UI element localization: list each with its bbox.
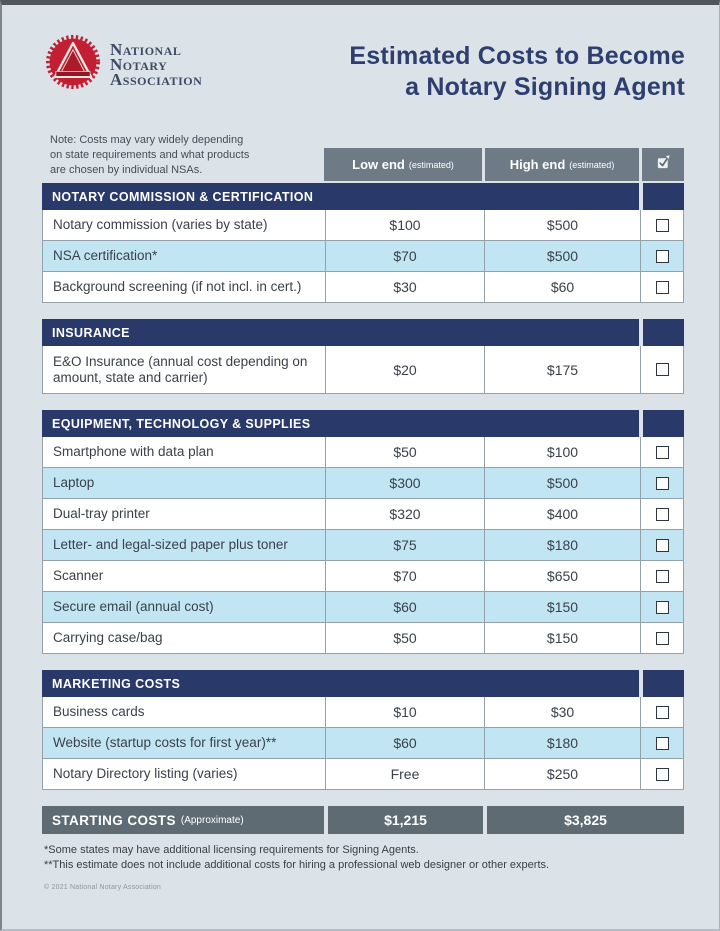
cost-table — [42, 183, 684, 790]
checkbox-cell — [640, 530, 683, 560]
high-end-value: $650 — [484, 561, 640, 591]
table-section — [42, 410, 684, 654]
high-end-value: $180 — [484, 530, 640, 560]
row-checkbox[interactable] — [656, 768, 669, 781]
checkbox-cell — [640, 728, 683, 758]
table-row — [42, 346, 684, 394]
table-row — [42, 241, 684, 272]
nna-logo-wordmark — [110, 42, 202, 87]
checkbox-cell — [640, 561, 683, 591]
checked-checkbox-icon — [656, 155, 671, 175]
high-end-value: $500 — [484, 210, 640, 240]
low-end-value: Free — [325, 759, 484, 789]
low-end-value: $60 — [325, 728, 484, 758]
note-text — [42, 133, 324, 181]
nna-logo — [46, 35, 202, 94]
checkbox-cell — [640, 697, 683, 727]
low-end-value: $100 — [325, 210, 484, 240]
low-end-value: $10 — [325, 697, 484, 727]
high-end-value: $180 — [484, 728, 640, 758]
row-checkbox[interactable] — [656, 601, 669, 614]
high-end-value: $100 — [484, 437, 640, 467]
row-checkbox[interactable] — [656, 508, 669, 521]
table-row — [42, 561, 684, 592]
section-header-label: MARKETING COSTS — [42, 670, 639, 697]
section-header — [42, 319, 684, 346]
item-label: Background screening (if not incl. in cert.) — [53, 279, 302, 294]
table-section — [42, 670, 684, 790]
section-header-label: NOTARY COMMISSION & CERTIFICATION — [42, 183, 639, 210]
checkbox-cell — [640, 210, 683, 240]
column-header-low-end — [324, 148, 482, 181]
row-checkbox[interactable] — [656, 737, 669, 750]
table-row — [42, 210, 684, 241]
page-title-line-2: a Notary Signing Agent — [405, 73, 685, 101]
item-label: Business cards — [53, 704, 145, 719]
high-end-value: $30 — [484, 697, 640, 727]
low-end-value: $30 — [325, 272, 484, 302]
item-label: Scanner — [53, 568, 104, 583]
section-header-label: INSURANCE — [42, 319, 639, 346]
checkbox-cell — [640, 437, 683, 467]
table-row — [42, 499, 684, 530]
item-label: Laptop — [53, 475, 95, 490]
column-header-checklist — [642, 148, 684, 181]
column-header-high-end — [485, 148, 639, 181]
table-section — [42, 319, 684, 394]
note-line: on state requirements and what products — [50, 149, 250, 161]
low-end-sublabel: (estimated) — [408, 159, 454, 170]
logo-line: Association — [110, 70, 203, 89]
section-header-checkbox-spacer — [643, 183, 684, 210]
row-checkbox[interactable] — [656, 706, 669, 719]
note-line: Note: Costs may vary widely depending — [50, 134, 244, 146]
row-checkbox[interactable] — [656, 632, 669, 645]
starting-costs-bar — [42, 806, 684, 834]
high-end-value: $60 — [484, 272, 640, 302]
high-end-value: $150 — [484, 592, 640, 622]
high-end-value: $500 — [484, 241, 640, 271]
starting-costs-low-value: $1,215 — [328, 806, 483, 834]
page-title-line-1: Estimated Costs to Become — [349, 42, 685, 70]
low-end-label: Low end — [352, 157, 405, 172]
page-header — [2, 5, 719, 103]
section-header — [42, 183, 684, 210]
low-end-value: $60 — [325, 592, 484, 622]
checkbox-cell — [640, 346, 683, 393]
row-checkbox[interactable] — [656, 570, 669, 583]
low-end-value: $75 — [325, 530, 484, 560]
row-checkbox[interactable] — [656, 477, 669, 490]
note-line: are chosen by individual NSAs. — [50, 164, 203, 176]
high-end-value: $500 — [484, 468, 640, 498]
low-end-value: $50 — [325, 437, 484, 467]
low-end-value: $20 — [325, 346, 484, 393]
footnote-1: *Some states may have additional licensing requirements for Signing Agents. — [44, 844, 419, 856]
checkbox-cell — [640, 241, 683, 271]
item-label: NSA certification* — [53, 248, 158, 263]
table-row — [42, 759, 684, 790]
logo-line: National — [110, 40, 182, 59]
item-label: Notary Directory listing (varies) — [53, 766, 238, 781]
nna-seal-icon — [46, 35, 100, 94]
footnotes — [44, 843, 681, 873]
checkbox-cell — [640, 468, 683, 498]
starting-costs-high-value: $3,825 — [487, 806, 684, 834]
table-row — [42, 272, 684, 303]
copyright-text: © 2021 National Notary Association — [44, 884, 162, 891]
starting-costs-sublabel: (Approximate) — [180, 814, 244, 826]
item-label: Smartphone with data plan — [53, 444, 214, 459]
table-row — [42, 437, 684, 468]
low-end-value: $320 — [325, 499, 484, 529]
high-end-value: $250 — [484, 759, 640, 789]
footnote-2: **This estimate does not include additional costs for hiring a professional web designer or other experts. — [44, 859, 550, 871]
section-header-label: EQUIPMENT, TECHNOLOGY & SUPPLIES — [42, 410, 639, 437]
row-checkbox[interactable] — [656, 219, 669, 232]
section-header — [42, 410, 684, 437]
section-header-checkbox-spacer — [643, 319, 684, 346]
section-header — [42, 670, 684, 697]
row-checkbox[interactable] — [656, 281, 669, 294]
table-row — [42, 697, 684, 728]
high-end-label: High end — [509, 157, 566, 172]
logo-line: Notary — [110, 55, 168, 74]
starting-costs-label: STARTING COSTS — [52, 812, 176, 828]
note-and-column-headers — [42, 133, 684, 181]
item-label: Notary commission (varies by state) — [53, 217, 268, 232]
high-end-sublabel: (estimated) — [569, 159, 615, 170]
high-end-value: $175 — [484, 346, 640, 393]
item-label: E&O Insurance (annual cost depending on amount, state and carrier) — [53, 353, 308, 385]
item-label: Secure email (annual cost) — [53, 599, 214, 614]
row-checkbox[interactable] — [656, 250, 669, 263]
high-end-value: $400 — [484, 499, 640, 529]
item-label: Letter- and legal-sized paper plus toner — [53, 537, 288, 552]
table-row — [42, 623, 684, 654]
section-header-checkbox-spacer — [643, 410, 684, 437]
item-label: Website (startup costs for first year)** — [53, 735, 277, 750]
low-end-value: $70 — [325, 561, 484, 591]
item-label: Carrying case/bag — [53, 630, 163, 645]
page-title — [349, 35, 685, 103]
low-end-value: $50 — [325, 623, 484, 653]
column-header-row — [324, 148, 684, 181]
starting-costs-label-cell — [42, 806, 324, 834]
low-end-value: $300 — [325, 468, 484, 498]
section-header-checkbox-spacer — [643, 670, 684, 697]
checkbox-cell — [640, 592, 683, 622]
checkbox-cell — [640, 499, 683, 529]
checkbox-cell — [640, 623, 683, 653]
low-end-value: $70 — [325, 241, 484, 271]
row-checkbox[interactable] — [656, 539, 669, 552]
checkbox-cell — [640, 759, 683, 789]
table-row — [42, 530, 684, 561]
table-row — [42, 728, 684, 759]
row-checkbox[interactable] — [656, 363, 669, 376]
item-label: Dual-tray printer — [53, 506, 150, 521]
table-row — [42, 592, 684, 623]
row-checkbox[interactable] — [656, 446, 669, 459]
table-row — [42, 468, 684, 499]
table-section — [42, 183, 684, 303]
high-end-value: $150 — [484, 623, 640, 653]
checkbox-cell — [640, 272, 683, 302]
